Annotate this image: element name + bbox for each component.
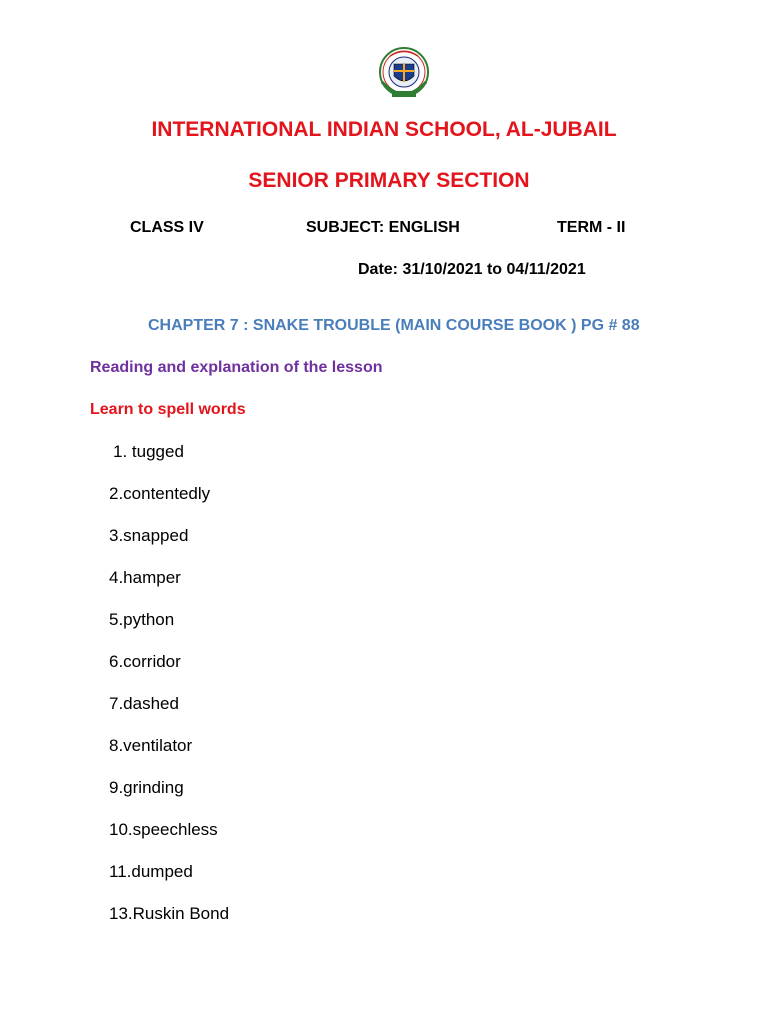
- spelling-word: 10.speechless: [109, 820, 218, 839]
- subject-label: SUBJECT: ENGLISH: [306, 219, 460, 236]
- spelling-word: 6.corridor: [109, 652, 181, 671]
- spelling-word: 5.python: [109, 610, 175, 629]
- spelling-word: 8.ventilator: [109, 736, 193, 755]
- spelling-word: 9.grinding: [109, 778, 184, 797]
- reading-heading: Reading and explanation of the lesson: [90, 359, 383, 376]
- spelling-word: 11.dumped: [109, 862, 193, 881]
- class-label: CLASS IV: [130, 219, 204, 236]
- school-emblem-logo: [374, 44, 434, 104]
- date-range: Date: 31/10/2021 to 04/11/2021: [358, 261, 586, 278]
- spelling-word: 4.hamper: [109, 568, 181, 587]
- spelling-word: 7.dashed: [109, 694, 179, 713]
- section-heading: SENIOR PRIMARY SECTION: [248, 169, 530, 192]
- spelling-word: 2.contentedly: [109, 484, 211, 503]
- spelling-word: 13.Ruskin Bond: [109, 904, 230, 923]
- school-name-heading: INTERNATIONAL INDIAN SCHOOL, AL-JUBAIL: [151, 118, 617, 141]
- spelling-word: 1. tugged: [113, 442, 184, 461]
- term-label: TERM - II: [557, 219, 626, 236]
- chapter-title: CHAPTER 7 : SNAKE TROUBLE (MAIN COURSE BOOK ) PG # 88: [148, 317, 640, 334]
- spelling-heading: Learn to spell words: [90, 401, 246, 418]
- spelling-word: 3.snapped: [109, 526, 189, 545]
